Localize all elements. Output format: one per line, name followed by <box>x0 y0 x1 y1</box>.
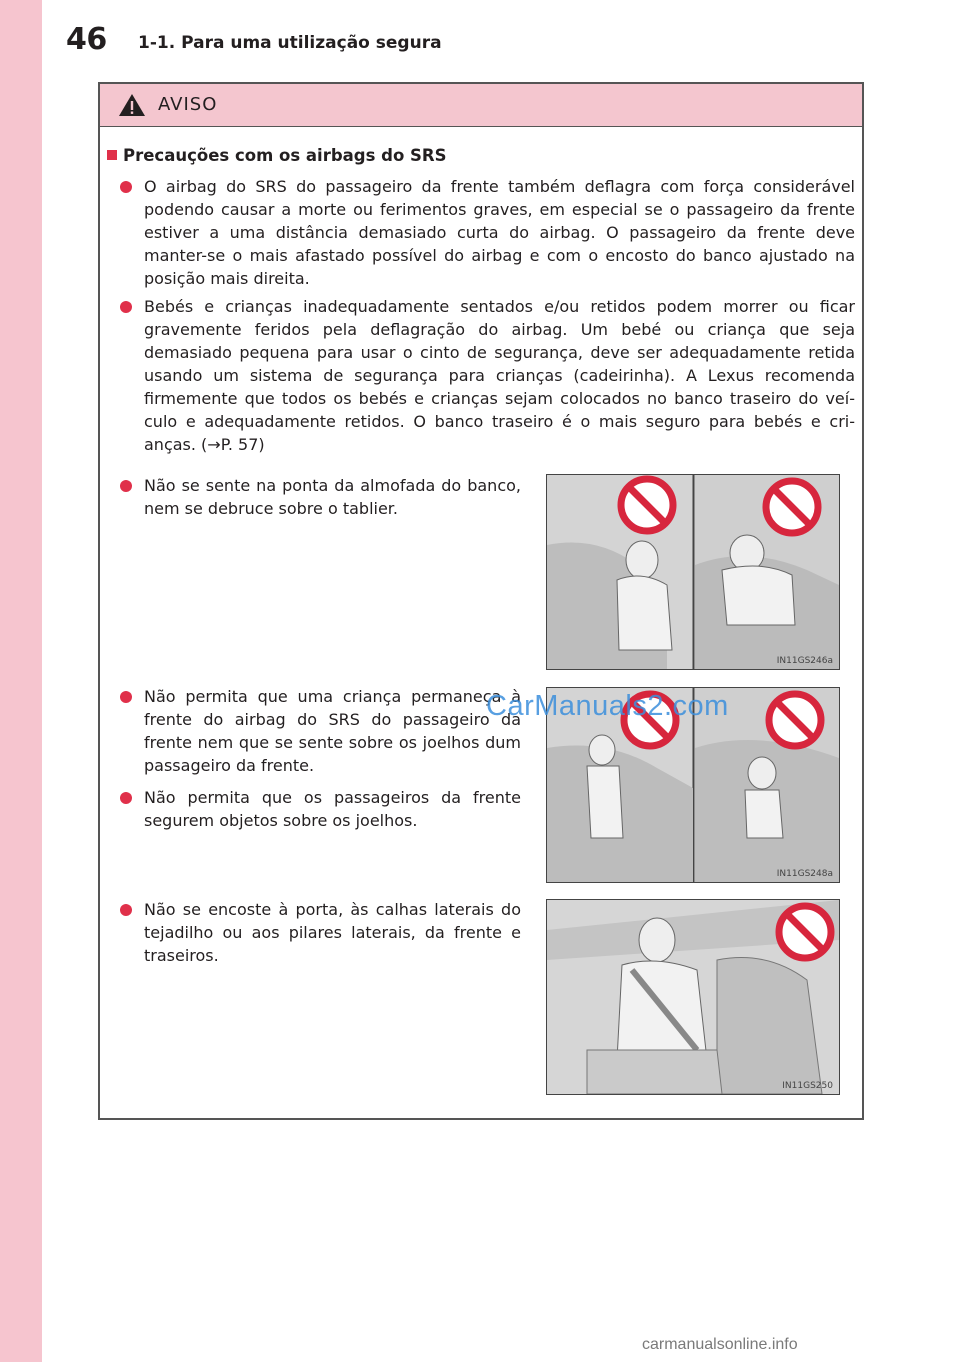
bullet-icon <box>120 301 136 317</box>
subheading <box>107 146 447 165</box>
illustration-leaning <box>546 899 840 1095</box>
bullet-icon <box>120 181 136 197</box>
subheading-text: Precauções com os airbags do SRS <box>123 146 447 165</box>
illustration-code: IN11GS250 <box>782 1081 833 1091</box>
warning-paragraph-5: Não permita que os passageiros da frente segurem objetos sobre os joelhos. <box>144 788 521 830</box>
warning-header <box>100 84 862 127</box>
watermark-overlay: CarManuals2.com <box>486 690 729 722</box>
warning-box <box>98 82 864 1120</box>
warning-paragraph-4: Não permita que uma criança permaneça à frente do airbag do SRS do passageiro da frente nem que se sente sobre os joelhos dum passageiro da frente. <box>144 687 521 775</box>
warning-label: AVISO <box>158 94 218 115</box>
leaning-drawing <box>547 900 839 1094</box>
section-title: 1-1. Para uma utilização segura <box>138 33 442 53</box>
side-color-band <box>0 0 42 1362</box>
bullet-icon <box>120 904 136 920</box>
prohibition-icon <box>766 481 818 533</box>
warning-paragraph-2: Bebés e crianças inadequadamente sentados e/ou retidos podem morrer ou ficar gravemente feridos pela deflagração do airbag. Um bebé ou criança que seja demasiado pequena para usar o cinto de segurança, deve ser adequadamente retida usando um sistema de segurança para crianças (cadeirinha). A Lexus recomenda firmemente que todos os bebés e crianças sejam colocados no banco traseiro do veí-culo e adequadamente retidos. O banco traseiro é o mais seguro para bebés e cri-anças. (→P. 57) <box>144 297 855 454</box>
prohibition-icon <box>779 906 831 958</box>
prohibition-icon <box>769 694 821 746</box>
warning-paragraph-1: O airbag do SRS do passageiro da frente também deflagra com força considerável podendo causar a morte ou ferimentos graves, em especial se o passageiro da frente estiver a uma distância demasiado curta do airbag. O passageiro da frente deve manter-se o mais afastado possível do airbag e com o encosto do banco ajustado na posição mais direita. <box>144 177 855 288</box>
square-bullet-icon <box>107 150 117 160</box>
warning-paragraph-6: Não se encoste à porta, às calhas laterais do tejadilho ou aos pilares laterais, da frente e traseiros. <box>144 900 521 965</box>
prohibition-icon <box>621 479 673 531</box>
illustration-code: IN11GS246a <box>776 656 833 666</box>
illustration-seat-position <box>546 474 840 670</box>
bullet-icon <box>120 792 136 808</box>
page-number: 46 <box>66 22 107 57</box>
bullet-icon <box>120 691 136 707</box>
seat-position-drawing <box>547 475 839 669</box>
watermark-footer: carmanualsonline.info <box>642 1336 798 1353</box>
warning-triangle-icon <box>118 93 146 117</box>
bullet-icon <box>120 480 136 496</box>
warning-paragraph-3: Não se sente na ponta da almofada do banco, nem se debruce sobre o tablier. <box>144 476 521 518</box>
illustration-code: IN11GS248a <box>776 869 833 879</box>
